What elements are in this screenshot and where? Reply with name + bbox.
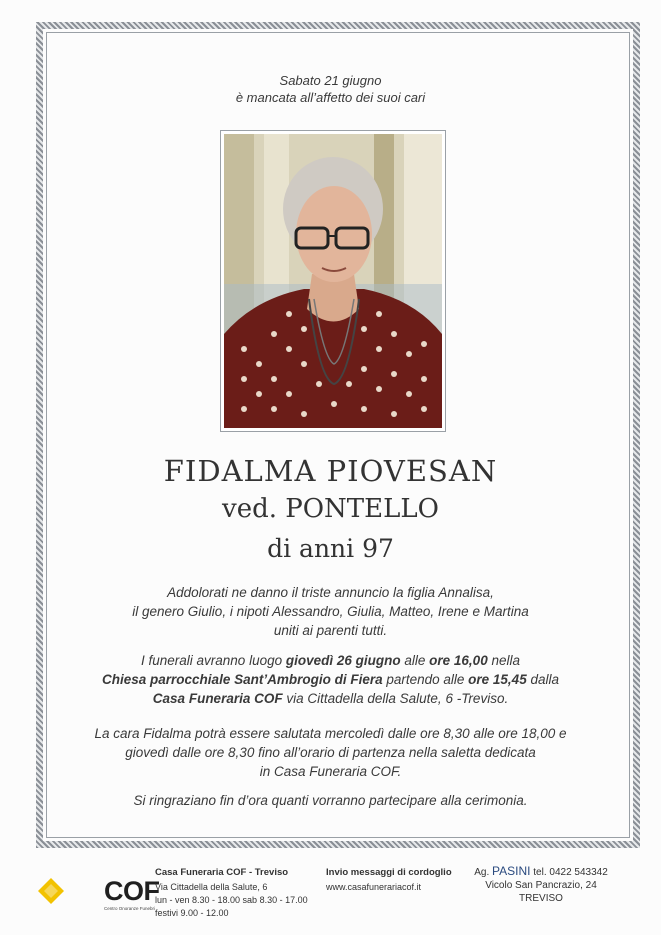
agency-info xyxy=(466,865,616,905)
condolences-website[interactable]: www.casafunerariacof.it xyxy=(326,882,422,892)
agency-header xyxy=(466,865,616,879)
agency-city: TREVISO xyxy=(519,893,563,904)
funeral-home-info xyxy=(155,866,308,920)
intro-subtitle: è mancata all’affetto dei suoi cari xyxy=(235,90,426,105)
funeral-line-1 xyxy=(0,651,661,670)
visit-paragraph xyxy=(0,724,661,781)
announcement-line: Addolorati ne danno il triste annuncio la figlia Annalisa, xyxy=(167,585,494,600)
deceased-age: di anni 97 xyxy=(267,534,394,563)
funeral-text: alle xyxy=(400,653,430,668)
intro-date: Sabato 21 giugno xyxy=(279,73,382,88)
agency-phone: tel. 0422 543342 xyxy=(530,867,608,878)
announcement-line: il genero Giulio, i nipoti Alessandro, Giulia, Matteo, Irene e Martina xyxy=(132,604,529,619)
cof-diamond-icon xyxy=(36,876,66,906)
funeral-line-3 xyxy=(0,689,661,708)
portrait-photo xyxy=(224,134,442,428)
funeral-home-address-line: Via Cittadella della Salute, 6 xyxy=(155,882,268,892)
cof-logo xyxy=(36,870,160,911)
visit-line: in Casa Funeraria COF. xyxy=(259,764,402,779)
funeral-home-title: Casa Funeraria COF - Treviso xyxy=(155,867,289,878)
deceased-name: FIDALMA PIOVESAN xyxy=(163,454,498,488)
opening-hours-holidays: festivi 9.00 - 12.00 xyxy=(155,908,229,918)
agency-prefix: Ag. xyxy=(474,867,493,878)
agency-name: PASINI xyxy=(492,864,531,878)
announcement-line: uniti ai parenti tutti. xyxy=(273,623,388,638)
visit-line: giovedì dalle ore 8,30 fino all’orario di partenza nella saletta dedicata xyxy=(125,745,536,760)
portrait-illustration xyxy=(224,134,442,428)
logo-subtext: Centro Onoranze Funebri xyxy=(104,906,156,911)
intro-text xyxy=(0,72,661,106)
funeral-line-2 xyxy=(0,670,661,689)
logo-text: COF xyxy=(104,876,160,906)
funeral-time: ore 16,00 xyxy=(429,653,488,668)
funeral-text: I funerali avranno luogo xyxy=(141,653,286,668)
agency-address: Vicolo San Pancrazio, 24 xyxy=(485,880,597,891)
funeral-date: giovedì 26 giugno xyxy=(285,653,401,668)
visit-line: La cara Fidalma potrà essere salutata mercoledì dalle ore 8,30 alle ore 18,00 e xyxy=(94,726,567,741)
thanks-line: Si ringraziano fin d’ora quanti vorranno partecipare alla cerimonia. xyxy=(133,793,528,808)
condolences-info xyxy=(326,866,452,894)
funeral-paragraph xyxy=(0,651,661,708)
opening-hours-weekdays: lun - ven 8.30 - 18.00 sab 8.30 - 17.00 xyxy=(155,895,308,905)
widow-surname: ved. PONTELLO xyxy=(222,494,439,524)
departure-time: ore 15,45 xyxy=(468,672,527,687)
funeral-text: partendo alle xyxy=(382,672,469,687)
announcement-paragraph xyxy=(0,583,661,640)
funeral-text: nella xyxy=(487,653,520,668)
funeral-home-name: Casa Funeraria COF xyxy=(152,691,283,706)
footer xyxy=(0,862,661,932)
condolences-title: Invio messaggi di cordoglio xyxy=(326,867,452,878)
church-name: Chiesa parrocchiale Sant’Ambrogio di Fiera xyxy=(102,672,383,687)
funeral-home-address: via Cittadella della Salute, 6 -Treviso. xyxy=(282,691,509,706)
portrait-photo-frame xyxy=(220,130,446,432)
funeral-text: dalla xyxy=(526,672,559,687)
